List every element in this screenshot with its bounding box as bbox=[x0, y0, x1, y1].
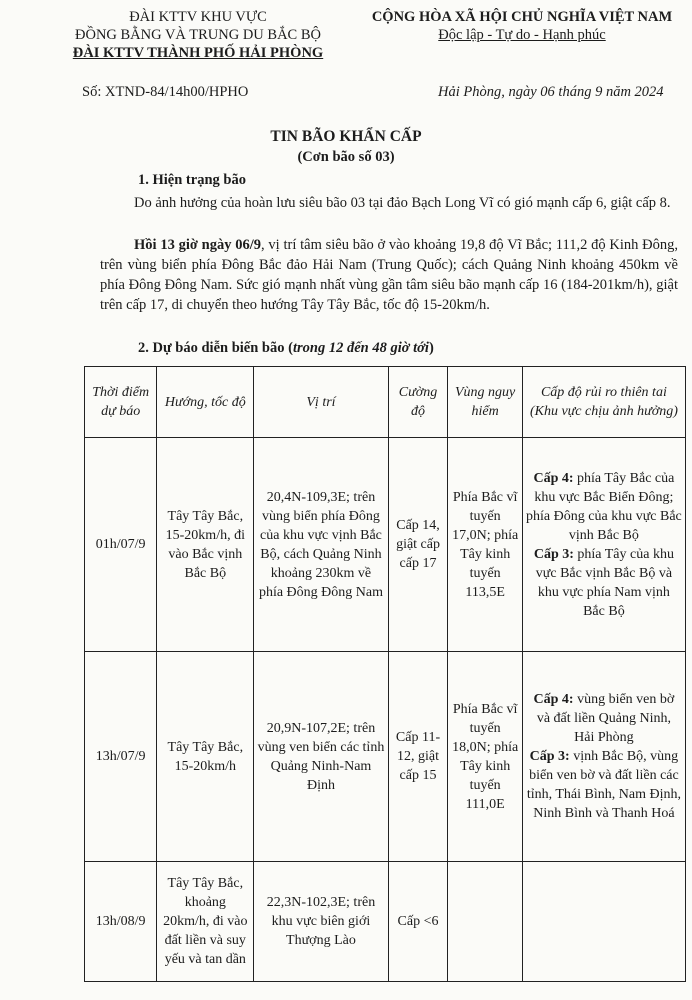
table-header-row bbox=[85, 367, 686, 438]
cell-position: 20,9N-107,2E; trên vùng ven biển các tỉnh Quảng Ninh-Nam Định bbox=[254, 652, 388, 862]
header-direction: Hướng, tốc độ bbox=[157, 367, 254, 438]
header-position: Vị trí bbox=[254, 367, 388, 438]
section-1-heading: 1. Hiện trạng bão bbox=[138, 172, 246, 188]
agency-block bbox=[18, 8, 378, 62]
section-2-heading-text: 2. Dự báo diễn biến bão ( bbox=[138, 340, 293, 356]
page-subtitle: (Cơn bão số 03) bbox=[297, 149, 395, 165]
cell-risk-level bbox=[522, 652, 685, 862]
cell-position: 22,3N-102,3E; trên khu vực biên giới Thượng Lào bbox=[254, 862, 388, 982]
nation-block bbox=[352, 8, 692, 44]
cell-danger-zone: Phía Bắc vĩ tuyến 17,0N; phía Tây kinh tuyến 113,5E bbox=[448, 438, 522, 652]
table-row bbox=[85, 862, 686, 982]
section-1-paragraph-2 bbox=[100, 235, 678, 315]
cell-position: 20,4N-109,3E; trên vùng biển phía Đông của khu vực vịnh Bắc Bộ, cách Quảng Ninh khoảng 230km về phía Đông Đông Nam bbox=[254, 438, 388, 652]
risk-level-label: Cấp 4: bbox=[533, 470, 574, 486]
header-time: Thời điểm dự báo bbox=[85, 367, 157, 438]
risk-area: vùng biển ven bờ và đất liền Quảng Ninh, Hải Phòng bbox=[536, 692, 675, 745]
section-1-paragraph-1: Do ảnh hưởng của hoàn lưu siêu bão 03 tại đảo Bạch Long Vĩ có gió mạnh cấp 6, giật cấp 8. bbox=[134, 195, 671, 211]
section-1-paragraph-2-lead: Hồi 13 giờ ngày 06/9 bbox=[134, 237, 262, 253]
cell-risk-level bbox=[522, 862, 685, 982]
cell-intensity: Cấp 11-12, giật cấp 15 bbox=[388, 652, 448, 862]
section-2-heading-close: ) bbox=[428, 340, 434, 356]
agency-line-2: ĐỒNG BẰNG VÀ TRUNG DU BẮC BỘ bbox=[75, 27, 321, 43]
cell-direction: Tây Tây Bắc, 15-20km/h, đi vào Bắc vịnh Bắc Bộ bbox=[157, 438, 254, 652]
risk-level-label: Cấp 4: bbox=[533, 692, 574, 707]
document-number: Số: XTND-84/14h00/HPHO bbox=[82, 84, 249, 100]
risk-entry bbox=[526, 747, 682, 823]
cell-danger-zone: Phía Bắc vĩ tuyến 18,0N; phía Tây kinh tuyến 111,0E bbox=[448, 652, 522, 862]
cell-time: 01h/07/9 bbox=[85, 438, 157, 652]
risk-level-label: Cấp 3: bbox=[529, 749, 570, 764]
table-row bbox=[85, 652, 686, 862]
risk-area: phía Tây Bắc của khu vực Bắc Biển Đông; phía Đông của khu vực Bắc vịnh Bắc Bộ bbox=[526, 470, 682, 543]
header-intensity: Cường độ bbox=[388, 367, 448, 438]
cell-direction: Tây Tây Bắc, khoảng 20km/h, đi vào đất liền và suy yếu và tan dần bbox=[157, 862, 254, 982]
motto: Độc lập - Tự do - Hạnh phúc bbox=[438, 27, 606, 43]
risk-area: vịnh Bắc Bộ, vùng biển ven bờ và đất liền các tỉnh, Thái Bình, Nam Định, Ninh Bình và Thanh Hoá bbox=[526, 749, 681, 821]
forecast-table bbox=[84, 366, 686, 982]
cell-time: 13h/08/9 bbox=[85, 862, 157, 982]
cell-direction: Tây Tây Bắc, 15-20km/h bbox=[157, 652, 254, 862]
place-date: Hải Phòng, ngày 06 tháng 9 năm 2024 bbox=[438, 84, 664, 100]
risk-entry bbox=[526, 469, 682, 545]
section-1-paragraph-2-body: , vị trí tâm siêu bão ở vào khoảng 19,8 độ Vĩ Bắc; 111,2 độ Kinh Đông, trên vùng biển phía Đông Bắc đảo Hải Nam (Trung Quốc); cách Quảng Ninh khoảng 450km về phía Đông Đông Nam. Sức gió mạnh nhất vùng gần tâm siêu bão mạnh cấp 16 (184-201km/h), giật trên cấp 17, di chuyển theo hướng Tây Tây Bắc, tốc độ 15-20km/h. bbox=[100, 237, 678, 313]
agency-line-3: ĐÀI KTTV THÀNH PHỐ HẢI PHÒNG bbox=[72, 45, 324, 61]
section-2-heading-italic: trong 12 đến 48 giờ tới bbox=[292, 340, 429, 356]
nation-title: CỘNG HÒA XÃ HỘI CHỦ NGHĨA VIỆT NAM bbox=[371, 9, 673, 25]
section-2-heading bbox=[138, 340, 434, 357]
risk-entry bbox=[526, 545, 682, 621]
risk-level-label: Cấp 3: bbox=[533, 546, 574, 562]
header-risk-level: Cấp độ rủi ro thiên tai (Khu vực chịu ảnh hưởng) bbox=[522, 367, 685, 438]
page-title: TIN BÃO KHẨN CẤP bbox=[270, 128, 422, 145]
risk-entry bbox=[526, 690, 682, 747]
header-danger-zone: Vùng nguy hiểm bbox=[448, 367, 522, 438]
agency-line-1: ĐÀI KTTV KHU VỰC bbox=[129, 9, 267, 25]
cell-time: 13h/07/9 bbox=[85, 652, 157, 862]
risk-area: phía Tây của khu vực Bắc vịnh Bắc Bộ và khu vực phía Nam vịnh Bắc Bộ bbox=[535, 546, 674, 619]
cell-risk-level bbox=[522, 438, 685, 652]
cell-intensity: Cấp <6 bbox=[388, 862, 448, 982]
cell-intensity: Cấp 14, giật cấp cấp 17 bbox=[388, 438, 448, 652]
table-row bbox=[85, 438, 686, 652]
cell-danger-zone bbox=[448, 862, 522, 982]
